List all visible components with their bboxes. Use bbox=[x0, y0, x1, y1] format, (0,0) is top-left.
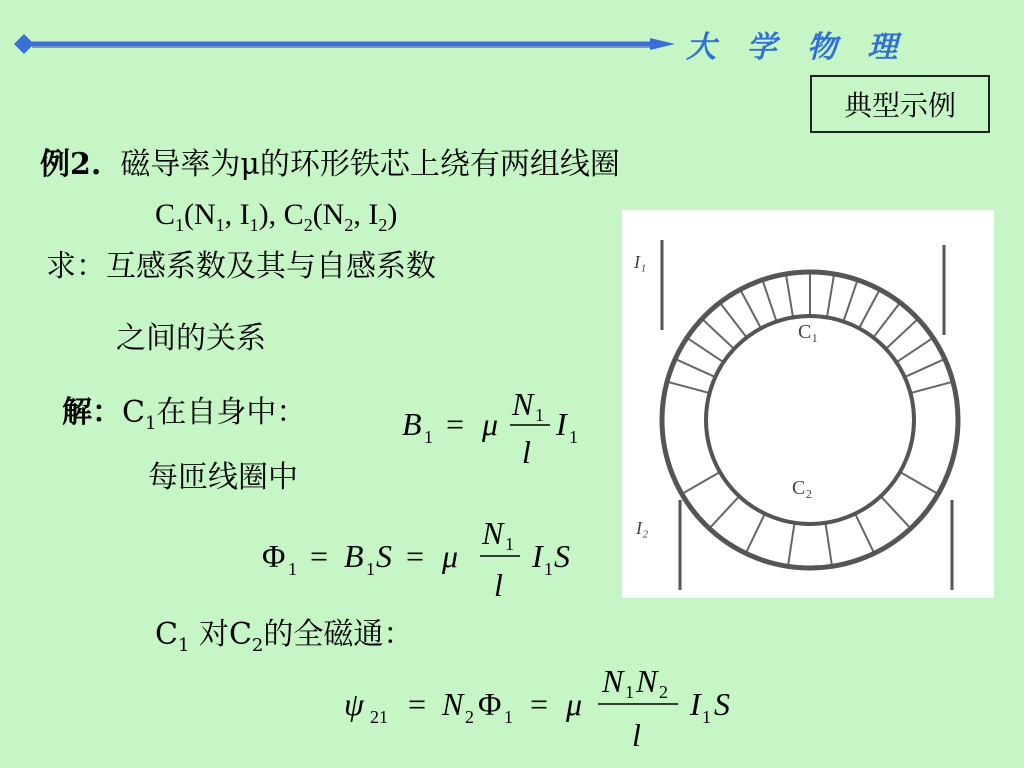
section-label: 典型示例 bbox=[810, 75, 990, 133]
svg-text:2: 2 bbox=[465, 707, 474, 727]
solution-step-3: $C_1$ 对$C_2$的全磁通： bbox=[155, 617, 414, 656]
svg-text:1: 1 bbox=[424, 427, 433, 447]
svg-text:1: 1 bbox=[535, 405, 544, 425]
svg-text:N: N bbox=[512, 386, 534, 422]
svg-text:B: B bbox=[402, 406, 422, 442]
formula-b1 bbox=[398, 385, 598, 475]
svg-text:S: S bbox=[714, 686, 730, 722]
svg-text:=: = bbox=[406, 538, 425, 574]
svg-text:=: = bbox=[446, 406, 465, 442]
label-i1: I₁ bbox=[634, 252, 647, 272]
problem-ask-continued: 之间的关系 bbox=[116, 321, 266, 356]
svg-text:Φ: Φ bbox=[478, 686, 502, 722]
svg-text:B: B bbox=[344, 538, 364, 574]
solution-step-1: 解：$C_1$在自身中： bbox=[62, 395, 307, 434]
svg-text:μ: μ bbox=[442, 538, 459, 574]
coil-definitions: $C_1(N_1$, $I_1$), $C_2(N_2$, $I_2$) bbox=[155, 198, 398, 235]
svg-text:I: I bbox=[690, 686, 701, 722]
problem-line-1 bbox=[40, 147, 620, 183]
svg-text:S: S bbox=[554, 538, 570, 574]
svg-text:N: N bbox=[482, 515, 504, 551]
svg-text:1: 1 bbox=[505, 534, 514, 554]
svg-text:2: 2 bbox=[659, 682, 668, 702]
formula-phi1 bbox=[256, 512, 596, 604]
svg-text:1: 1 bbox=[702, 707, 711, 727]
toroid-diagram bbox=[622, 210, 994, 598]
svg-text:μ: μ bbox=[566, 686, 583, 722]
problem-statement: 磁导率为μ的环形铁芯上绕有两组线圈 bbox=[120, 147, 620, 182]
svg-text:I: I bbox=[532, 538, 543, 574]
svg-text:N: N bbox=[636, 663, 658, 699]
solution-label: 解： bbox=[62, 395, 122, 430]
solution-step-2: 每匝线圈中 bbox=[148, 460, 298, 495]
label-c1: C₁ bbox=[798, 321, 819, 343]
svg-text:=: = bbox=[310, 538, 329, 574]
svg-text:Φ: Φ bbox=[262, 538, 286, 574]
svg-text:l: l bbox=[494, 567, 503, 603]
svg-text:S: S bbox=[376, 538, 392, 574]
svg-text:μ: μ bbox=[482, 406, 499, 442]
svg-text:ψ: ψ bbox=[344, 686, 364, 722]
svg-text:N: N bbox=[442, 686, 464, 722]
svg-text:1: 1 bbox=[288, 559, 297, 579]
header-arrow-line bbox=[10, 26, 690, 62]
svg-text:I: I bbox=[556, 406, 567, 442]
label-c2: C₂ bbox=[792, 477, 813, 499]
svg-text:1: 1 bbox=[366, 559, 375, 579]
svg-text:1: 1 bbox=[544, 559, 553, 579]
svg-text:N: N bbox=[602, 663, 624, 699]
svg-text:=: = bbox=[530, 686, 549, 722]
svg-text:l: l bbox=[522, 434, 531, 470]
course-title: 大 学 物 理 bbox=[686, 30, 908, 65]
formula-psi21 bbox=[340, 660, 760, 760]
problem-label: 例2. bbox=[40, 147, 102, 182]
svg-text:21: 21 bbox=[370, 707, 388, 727]
svg-text:1: 1 bbox=[569, 427, 578, 447]
svg-text:1: 1 bbox=[625, 682, 634, 702]
label-i2: I₂ bbox=[636, 518, 649, 538]
svg-text:=: = bbox=[408, 686, 427, 722]
svg-text:1: 1 bbox=[504, 707, 513, 727]
svg-text:l: l bbox=[632, 717, 641, 753]
problem-ask: 求：互感系数及其与自感系数 bbox=[46, 249, 436, 284]
